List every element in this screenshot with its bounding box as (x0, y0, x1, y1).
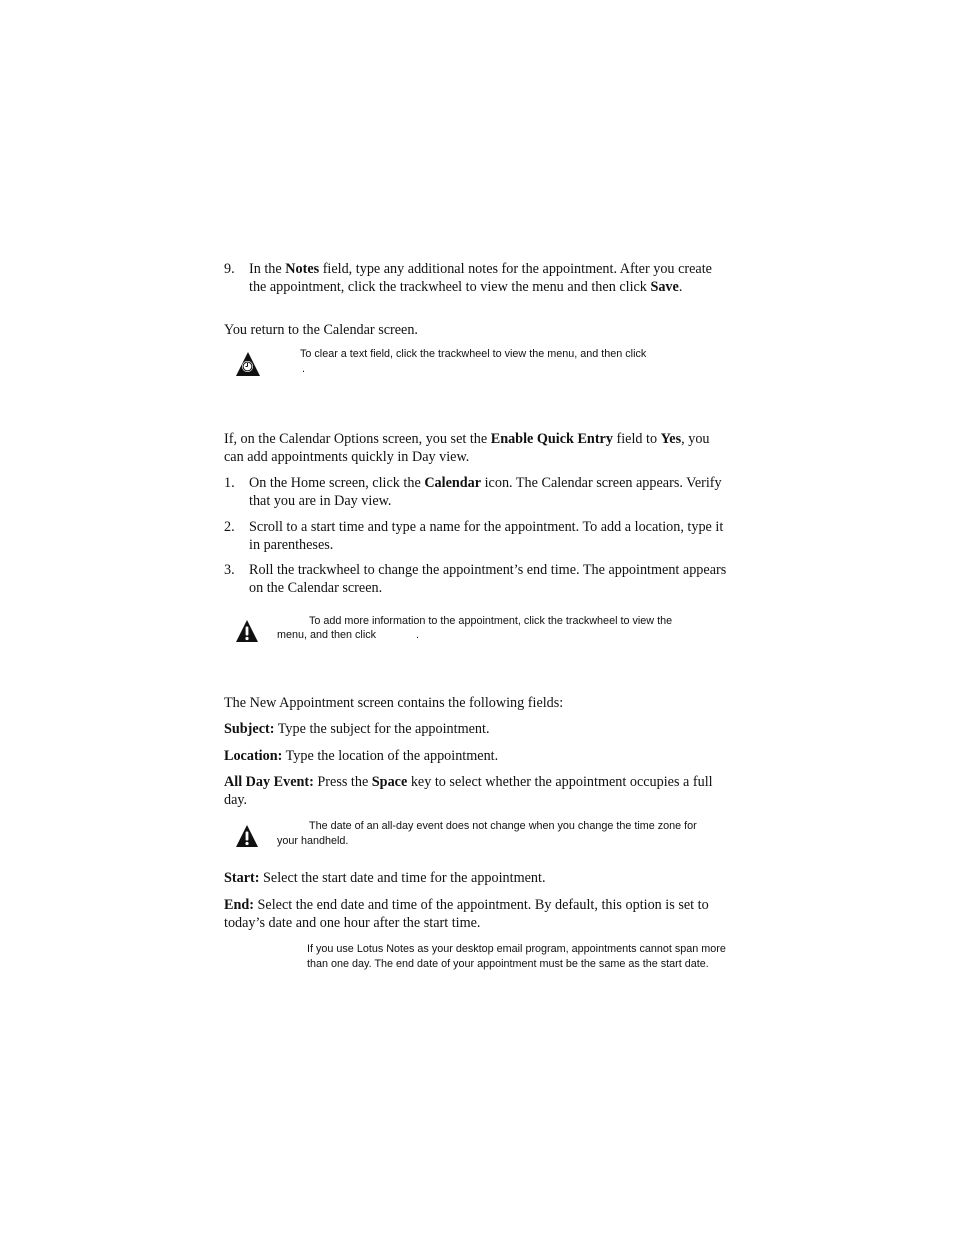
tip-1-line-1: To clear a text field, click the trackwheel to view the menu, and then click (300, 348, 647, 360)
note-1-line-1: To add more information to the appointment, click the trackwheel to view the (309, 615, 673, 627)
step-2-text: Scroll to a start time and type a name for the appointment. To add a location, type it in parentheses. (249, 519, 724, 553)
all-day-text-b: key to select whether the appointment occupies a full day. (224, 774, 713, 808)
location-text: Type the location of the appointment. (282, 748, 499, 764)
step-1-text (249, 475, 729, 510)
start-label: Start: (224, 870, 260, 886)
notes-field-name: Notes (285, 261, 320, 277)
yes-value: Yes (660, 431, 682, 447)
fields-intro: The New Appointment screen contains the following fields: (224, 695, 564, 711)
step-1-text-b: icon. The Calendar screen appears. Verify that you are in Day view. (249, 475, 722, 509)
calendar-icon-name: Calendar (424, 475, 482, 491)
enable-quick-entry-field-name: Enable Quick Entry (490, 431, 613, 447)
save-menu-item-name: Save (650, 278, 679, 295)
step-1-number: 1. (224, 475, 235, 491)
quick-entry-paragraph (224, 431, 730, 466)
end-text: Select the end date and time of the appointment. By default, this option is set to today’s date and one hour after the start time. (224, 897, 709, 931)
step-3-number: 3. (224, 562, 235, 578)
subject-label: Subject: (224, 721, 275, 737)
note-2-line-2: your handheld. (277, 835, 349, 847)
quick-entry-text-c: , you can add appointments quickly in Day view. (224, 431, 710, 465)
all-day-text-a: Press the (313, 774, 372, 790)
step-9-text-c: . (678, 278, 683, 295)
step-1-text-a: On the Home screen, click the (249, 475, 425, 491)
all-day-event-label: All Day Event: (224, 774, 314, 790)
space-key-name: Space (371, 774, 408, 790)
step-2-number: 2. (224, 519, 235, 535)
step-9-text-b: field, type any additional notes for the appointment. After you create the appointment, click the trackwheel to view the menu and then click (249, 261, 712, 295)
note-2-line-1: The date of an all-day event does not change when you change the time zone for (309, 820, 697, 832)
warning-icon (235, 619, 259, 643)
location-label: Location: (224, 748, 283, 764)
note-1-line-2a: menu, and then click (277, 629, 377, 641)
tip-1-line-2: . (302, 363, 305, 375)
step-3-text: Roll the trackwheel to change the appointment’s end time. The appointment appears on the Calendar screen. (249, 562, 727, 596)
warning-icon (235, 824, 259, 848)
start-text: Select the start date and time for the appointment. (259, 870, 546, 886)
end-label: End: (224, 897, 254, 913)
step-9-text (249, 261, 729, 296)
subject-text: Type the subject for the appointment. (274, 721, 490, 737)
quick-entry-text-b: field to (612, 431, 661, 447)
note-1-line-2b: . (416, 629, 419, 641)
location-field-description (224, 748, 730, 766)
end-field-description (224, 897, 730, 932)
subject-field-description (224, 721, 730, 739)
return-text: You return to the Calendar screen. (224, 322, 418, 338)
tip-clock-icon (235, 351, 261, 377)
start-field-description (224, 870, 730, 888)
all-day-event-field-description (224, 774, 730, 809)
step-9-number: 9. (224, 261, 235, 277)
note-3-text: If you use Lotus Notes as your desktop email program, appointments cannot span more than one day. The end date of your appointment must be the same as the start date. (307, 943, 726, 970)
step-9-text-a: In the (249, 261, 286, 277)
quick-entry-text-a: If, on the Calendar Options screen, you set the (224, 431, 491, 447)
